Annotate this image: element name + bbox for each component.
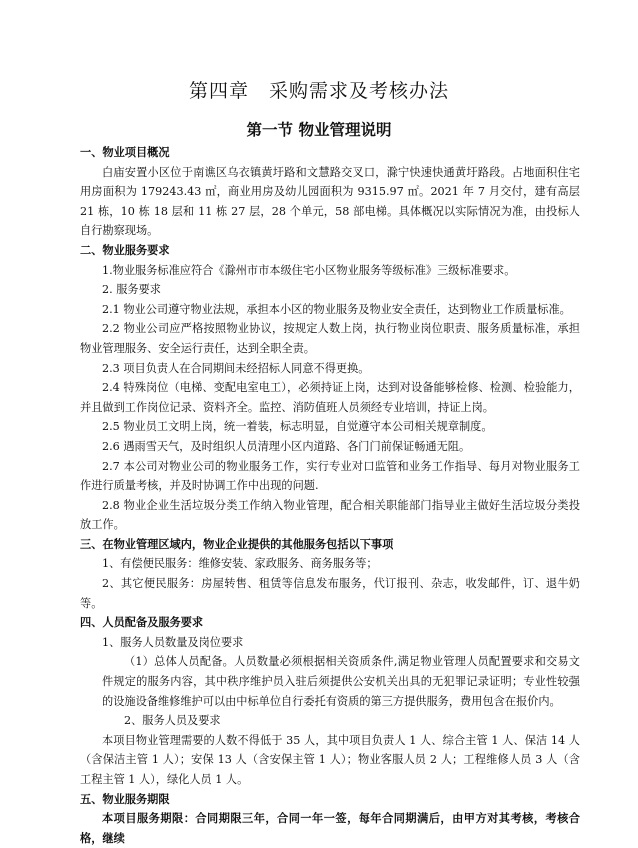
heading: 二、物业服务要求 [80,242,170,257]
paragraph: 2.1 物业公司遵守物业法规，承担本小区的物业服务及物业安全责任，达到物业工作质量标准。 [102,302,571,316]
heading: 四、人员配备及服务要求 [80,615,204,630]
paragraph: 2、其它便民服务：房屋转售、租赁等信息发布服务，代订报刊、杂志，收发邮件，订、退牛奶等。 [80,577,580,610]
heading: 一、物业项目概况 [80,145,170,159]
document-body [80,143,580,848]
paragraph: 1.物业服务标准应符合《滁州市市本级住宅小区物业服务等级标准》三级标准要求。 [102,263,516,277]
paragraph: 2、服务人员及要求 [124,714,221,728]
paragraph: （1）总体人员配备。人员数量必须根据相关资质条件,满足物业管理人员配置要求和交易文件规定的服务内容，其中秩序维护员入驻后须提供公安机关出具的无犯罪记录证明；专业性较强的设施设备维修维护可以由中标单位自行委托有资质的第三方提供服务，费用包含在报价内。 [102,655,580,708]
paragraph: 2.6 遇雨雪天气，及时组织人员清理小区内道路、各门门前保证畅通无阻。 [102,439,471,453]
paragraph: 白庙安置小区位于南谯区乌衣镇黄圩路和文慧路交叉口，滁宁快速快通黄圩路段。占地面积住宅用房面积为 179243.43 ㎡，商业用房及幼儿园面积为 9315.97 ㎡。2021 年 7 月交付，建有高层 21 栋，10 栋 18 层和 11 栋 27 层，28 个单元，58 部电梯。具体概况以实际情况为准，由投标人自行勘察现场。 [80,165,580,238]
paragraph: 1、服务人员数量及岗位要求 [102,635,244,649]
paragraph: 2.3 项目负责人在合同期间未经招标人同意不得更换。 [102,361,370,375]
paragraph: 本项目物业管理需要的人数不得低于 35 人，其中项目负责人 1 人、综合主管 1 人、保洁 14 人（含保洁主管 1 人）；安保 13 人（含安保主管 1 人）；物业客服人员 2 人；工程维修人员 3 人（含工程主管 1 人），绿化人员 1 人。 [80,733,580,786]
heading: 三、在物业管理区域内，物业企业提供的其他服务包括以下事项 [80,536,394,551]
paragraph: 2.2 物业公司应严格按照物业协议，按规定人数上岗，执行物业岗位职责、服务质量标准，承担物业管理服务、安全运行责任，达到全职全责。 [80,322,580,355]
paragraph: 2.8 物业企业生活垃圾分类工作纳入物业管理，配合相关职能部门指导业主做好生活垃圾分类投放工作。 [80,498,580,532]
paragraph: 2.5 物业员工文明上岗，统一着装，标志明显，自觉遵守本公司相关规章制度。 [102,420,493,434]
paragraph: 2.4 特殊岗位（电梯、变配电室电工），必须持证上岗，达到对设备能够检修、检测、检验能力，并且做到工作岗位记录、资料齐全。监控、消防值班人员须经专业培训，持证上岗。 [80,381,580,414]
paragraph: 2. 服务要求 [102,283,161,297]
paragraph: 1、有偿便民服务：维修安装、家政服务、商务服务等； [102,557,378,571]
paragraph: 2.7 本公司对物业公司的物业服务工作，实行专业对口监管和业务工作指导、每月对物业服务工作进行质量考核，并及时协调工作中出现的问题. [80,459,580,493]
section-title: 第一节 物业管理说明 [246,120,392,139]
paragraph: 本项目服务期限：合同期限三年，合同一年一签，每年合同期满后，由甲方对其考核，考核合格，继续 [80,811,580,845]
heading: 五、物业服务期限 [80,791,170,806]
chapter-title: 第四章 采购需求及考核办法 [188,80,449,102]
